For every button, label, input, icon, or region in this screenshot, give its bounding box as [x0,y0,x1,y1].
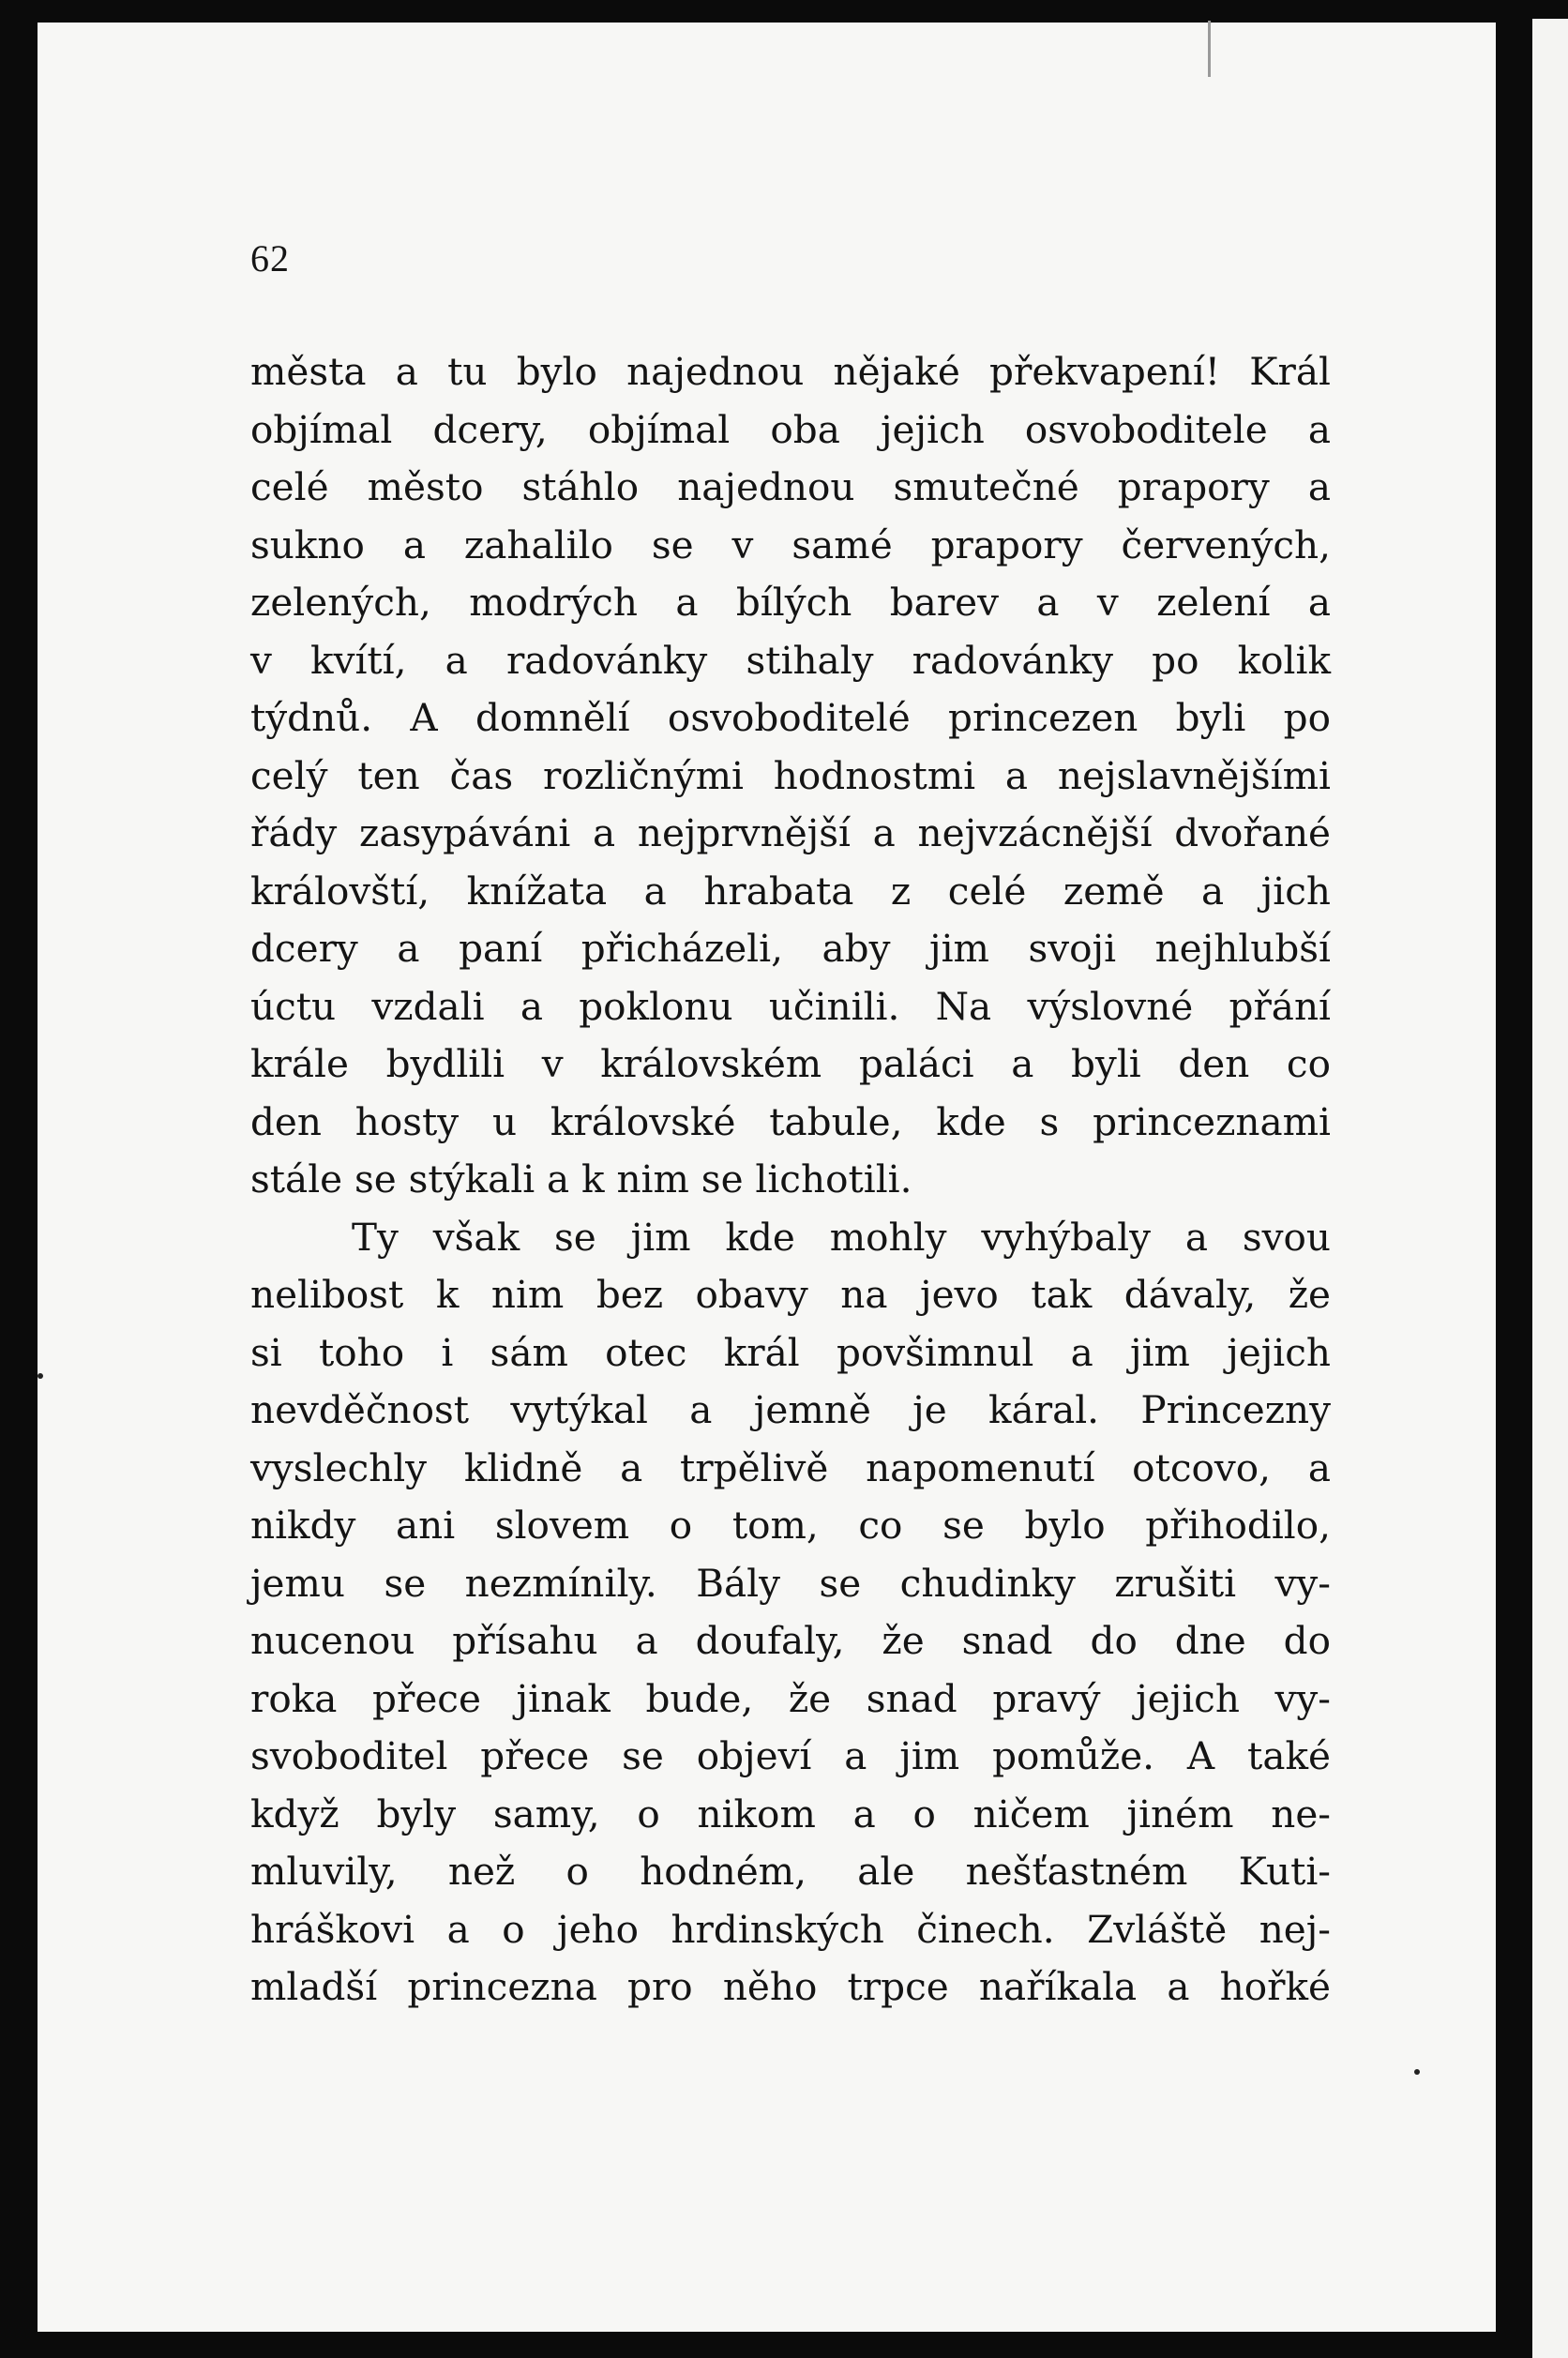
text-line: si toho i sám otec král povšimnul a jim jejich [250,1329,1331,1375]
scan-scratch [1208,21,1211,77]
text-line: celé město stáhlo najednou smutečné prapory a [250,464,1331,509]
text-line: den hosty u královské tabule, kde s princeznami [250,1098,1331,1144]
book-page [38,23,1496,2332]
text-line: vyslechly klidně a trpělivě napomenutí otcovo, a [250,1444,1331,1490]
text-line: sukno a zahalilo se v samé prapory červených, [250,521,1331,567]
text-line: krále bydlili v královském paláci a byli den co [250,1041,1331,1086]
text-line: celý ten čas rozličnými hodnostmi a nejslavnějšími [250,752,1331,798]
paragraph-end-line: stále se stýkali a k nim se lichotili. [250,1156,912,1202]
text-line: nucenou přísahu a doufaly, že snad do dne do [250,1618,1331,1663]
text-line: mluvily, než o hodném, ale nešťastném Kuti- [250,1849,1331,1894]
text-line: zelených, modrých a bílých barev a v zelení a [250,580,1331,625]
text-line: mladší princezna pro něho trpce naříkala a hořké [250,1964,1331,2009]
text-line: objímal dcery, objímal oba jejich osvoboditele a [250,406,1331,452]
adjacent-page-edge [1532,19,1568,2358]
scan-speck [38,1373,43,1379]
text-line: svoboditel přece se objeví a jim pomůže. A také [250,1733,1331,1778]
text-line: jemu se nezmínily. Bály se chudinky zrušiti vy- [250,1560,1331,1606]
scan-speck [1414,2069,1420,2075]
text-line: nelibost k nim bez obavy na jevo tak dávaly, že [250,1272,1331,1317]
text-line: roka přece jinak bude, že snad pravý jejich vy- [250,1675,1331,1721]
text-line: nikdy ani slovem o tom, co se bylo přihodilo, [250,1503,1331,1548]
text-line: řády zasypáváni a nejprvnější a nejvzácnější dvořané [250,810,1331,855]
text-line: týdnů. A domnělí osvoboditelé princezen byli po [250,695,1331,740]
text-line: hráškovi a o jeho hrdinských činech. Zvláště nej- [250,1906,1331,1952]
text-line: nevděčnost vytýkal a jemně je káral. Princezny [250,1387,1331,1432]
text-line: královští, knížata a hrabata z celé země a jich [250,868,1331,914]
text-line: města a tu bylo najednou nějaké překvapení! Král [250,349,1331,394]
text-line: úctu vzdali a poklonu učinili. Na výslovné přání [250,983,1331,1029]
text-line: dcery a paní přicházeli, aby jim svoji nejhlubší [250,926,1331,971]
paragraph-start-line: Ty však se jim kde mohly vyhýbaly a svou [352,1214,1331,1260]
body-text [250,343,1331,2017]
page-number: 62 [250,237,290,280]
text-line: v kvítí, a radovánky stihaly radovánky po kolik [250,637,1331,683]
text-line: když byly samy, o nikom a o ničem jiném ne- [250,1791,1331,1837]
